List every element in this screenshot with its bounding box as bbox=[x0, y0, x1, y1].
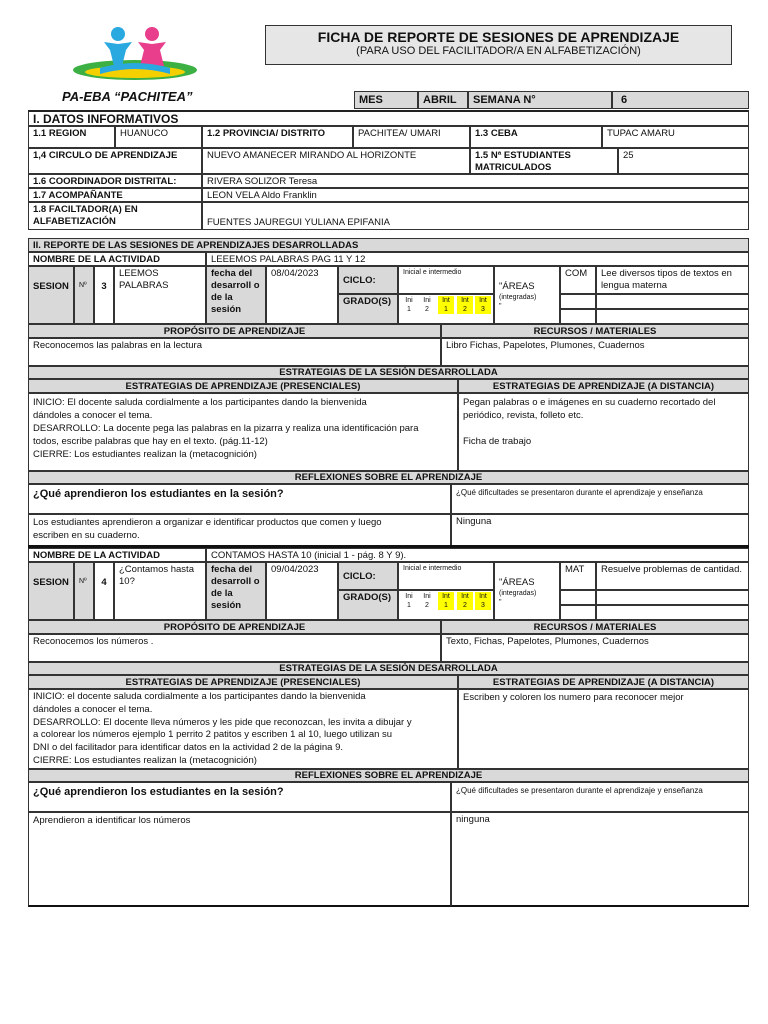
grade-ini1-num: 1 bbox=[407, 602, 411, 609]
grade-ini1-num: 1 bbox=[407, 306, 411, 313]
areas-label bbox=[494, 266, 560, 324]
estudiantes-label: 1.5 Nª ESTUDIANTES MATRICULADOS bbox=[470, 148, 618, 174]
area-empty-1 bbox=[560, 294, 596, 309]
recursos-value: Libro Fichas, Papelotes, Plumones, Cuadernos bbox=[441, 338, 749, 366]
distancia-label: ESTRATEGIAS DE APRENDIZAJE (A DISTANCIA) bbox=[458, 675, 749, 689]
reporte-title: II. REPORTE DE LAS SESIONES DE APRENDIZAJES DESARROLLADAS bbox=[28, 238, 749, 252]
grados-label: GRADO(S) bbox=[338, 294, 398, 324]
areas-integradas: (integradas) bbox=[499, 590, 537, 597]
ciclo-label: CICLO: bbox=[338, 562, 398, 590]
area-empty-1 bbox=[560, 590, 596, 605]
areas-quote: " bbox=[499, 599, 502, 606]
presencial-line: dándoles a conocer el tema. bbox=[33, 703, 153, 715]
area-value: MAT bbox=[560, 562, 596, 590]
facilitador-value: FUENTES JAUREGUI YULIANA EPIFANIA bbox=[202, 202, 749, 230]
dificultades-question: ¿Qué dificultades se presentaron durante el aprendizaje y enseñanza bbox=[451, 484, 749, 514]
fecha-value: 09/04/2023 bbox=[266, 562, 338, 620]
ciclo-value: Inicial e intermedio bbox=[398, 266, 494, 294]
grade-int3 bbox=[475, 296, 491, 314]
facilitador-label: 1.8 FACILTADOR(A) EN ALFABETIZACIÓN bbox=[28, 202, 202, 230]
estrategias-title: ESTRATEGIAS DE LA SESIÓN DESARROLLADA bbox=[28, 662, 749, 675]
distancia-line: Ficha de trabajo bbox=[463, 436, 532, 447]
grade-ini2 bbox=[419, 592, 435, 610]
presencial-line: todos, escribe palabras que hay en el texto. (pág.11-12) bbox=[33, 436, 268, 447]
region-value: HUANUCO bbox=[115, 126, 202, 148]
aprendieron-answer bbox=[28, 812, 451, 907]
numero-label: Nº bbox=[74, 562, 94, 620]
distancia-line: Pegan palabras o e imágenes en su cuaderno recortado del bbox=[463, 397, 716, 408]
competencia-empty-1 bbox=[596, 590, 749, 605]
aprendieron-line: escriben en su cuaderno. bbox=[33, 530, 140, 541]
grades-grid bbox=[398, 294, 494, 324]
reflexiones-title: REFLEXIONES SOBRE EL APRENDIZAJE bbox=[28, 769, 749, 782]
presencial-line: a colorear los números ejemplo 1 perrito 2 patitos y escriben 1 al 10, luego utilizan su bbox=[33, 729, 393, 741]
title-box bbox=[265, 25, 732, 65]
grade-ini1-level: Ini bbox=[405, 297, 413, 304]
distancia-label: ESTRATEGIAS DE APRENDIZAJE (A DISTANCIA) bbox=[458, 379, 749, 393]
estrategias-title: ESTRATEGIAS DE LA SESIÓN DESARROLLADA bbox=[28, 366, 749, 379]
presencial-line: CIERRE: Los estudiantes realizan la (metacognición) bbox=[33, 449, 257, 460]
grades-grid bbox=[398, 590, 494, 620]
grade-int3-level: Int bbox=[479, 297, 487, 304]
ciclo-label: CICLO: bbox=[338, 266, 398, 294]
sesion-label: SESION bbox=[28, 562, 74, 620]
nombre-actividad-label: NOMBRE DE LA ACTIVIDAD bbox=[28, 252, 206, 266]
sesion-number: 3 bbox=[94, 266, 114, 324]
nombre-actividad-value: LEEEMOS PALABRAS PAG 11 Y 12 bbox=[206, 252, 749, 266]
acompanante-label: 1.7 ACOMPAÑANTE bbox=[28, 188, 202, 202]
page-subtitle: (PARA USO DEL FACILITADOR/A EN ALFABETIZACIÓN) bbox=[356, 45, 641, 57]
recursos-label: RECURSOS / MATERIALES bbox=[441, 620, 749, 634]
grade-ini1 bbox=[401, 296, 417, 314]
dificultades-answer: ninguna bbox=[451, 812, 749, 907]
grade-int1 bbox=[438, 296, 454, 314]
distancia-line bbox=[463, 422, 744, 435]
mes-label: MES bbox=[354, 91, 418, 109]
grade-int3-level: Int bbox=[479, 593, 487, 600]
grade-int2-num: 2 bbox=[463, 602, 467, 609]
coordinador-value: RIVERA SOLIZOR Teresa bbox=[202, 174, 749, 188]
presencial-line: DNI o del facilitador para identificar datos en la actividad 2 de la página 9. bbox=[33, 742, 343, 754]
datos-title: I. DATOS INFORMATIVOS bbox=[28, 110, 749, 126]
areas-integradas: (integradas) bbox=[499, 294, 537, 301]
grade-ini1 bbox=[401, 592, 417, 610]
areas-title: "ÁREAS bbox=[499, 577, 535, 588]
distancia-line: Escriben y coloren los numero para reconocer mejor bbox=[463, 692, 684, 703]
estudiantes-value: 25 bbox=[618, 148, 749, 174]
page-title: FICHA DE REPORTE DE SESIONES DE APRENDIZAJE bbox=[317, 29, 680, 45]
presenciales-label: ESTRATEGIAS DE APRENDIZAJE (PRESENCIALES) bbox=[28, 379, 458, 393]
competencia-empty-2 bbox=[596, 605, 749, 620]
nombre-actividad-label: NOMBRE DE LA ACTIVIDAD bbox=[28, 548, 206, 562]
logo bbox=[60, 22, 210, 102]
grade-int3-num: 3 bbox=[481, 602, 485, 609]
grade-int1-level: Int bbox=[442, 593, 450, 600]
aprendieron-line: Aprendieron a identificar los números bbox=[33, 815, 191, 826]
aprendieron-line: Los estudiantes aprendieron a organizar e identificar productos que comen y luego bbox=[33, 517, 382, 528]
grade-int3-num: 3 bbox=[481, 306, 485, 313]
grados-label: GRADO(S) bbox=[338, 590, 398, 620]
grade-int2-level: Int bbox=[461, 593, 469, 600]
logo-figures-icon bbox=[60, 22, 210, 84]
presencial-line: dándoles a conocer el tema. bbox=[33, 410, 153, 421]
grade-ini2-num: 2 bbox=[425, 602, 429, 609]
grade-int1-level: Int bbox=[442, 297, 450, 304]
coordinador-label: 1.6 COORDINADOR DISTRITAL: bbox=[28, 174, 202, 188]
presencial-text bbox=[28, 689, 458, 769]
semana-label: SEMANA N° bbox=[468, 91, 612, 109]
presencial-line: INICIO: El docente saluda cordialmente a los participantes dando la bienvenida bbox=[33, 397, 367, 408]
area-value: COM bbox=[560, 266, 596, 294]
competencia-value: Lee diversos tipos de textos en lengua materna bbox=[596, 266, 749, 294]
mes-value: ABRIL bbox=[418, 91, 468, 109]
aprendieron-answer bbox=[28, 514, 451, 546]
competencia-empty-2 bbox=[596, 309, 749, 324]
grade-int1-num: 1 bbox=[444, 602, 448, 609]
grade-int2 bbox=[457, 592, 473, 610]
proposito-value: Reconocemos las palabras en la lectura bbox=[28, 338, 441, 366]
grade-ini2 bbox=[419, 296, 435, 314]
circulo-value: NUEVO AMANECER MIRANDO AL HORIZONTE bbox=[202, 148, 470, 174]
recursos-value: Texto, Fichas, Papelotes, Plumones, Cuadernos bbox=[441, 634, 749, 662]
grade-int1-num: 1 bbox=[444, 306, 448, 313]
distancia-line: periódico, revista, folleto etc. bbox=[463, 410, 584, 421]
reflexiones-title: REFLEXIONES SOBRE EL APRENDIZAJE bbox=[28, 471, 749, 484]
presencial-line: DESARROLLO: El docente lleva números y les pide que reconozcan, les invita a dibujar y bbox=[33, 716, 412, 728]
area-empty-2 bbox=[560, 309, 596, 324]
proposito-label: PROPÓSITO DE APRENDIZAJE bbox=[28, 620, 441, 634]
grade-int1 bbox=[438, 592, 454, 610]
sesion-label: SESION bbox=[28, 266, 74, 324]
presencial-line: INICIO: el docente saluda cordialmente a los participantes dando la bienvenida bbox=[33, 691, 366, 702]
fecha-label: fecha del desarroll o de la sesión bbox=[206, 562, 266, 620]
distancia-text bbox=[458, 689, 749, 769]
grade-int2-level: Int bbox=[461, 297, 469, 304]
grade-ini2-level: Ini bbox=[423, 297, 431, 304]
recursos-label: RECURSOS / MATERIALES bbox=[441, 324, 749, 338]
provincia-value: PACHITEA/ UMARI bbox=[353, 126, 470, 148]
area-empty-2 bbox=[560, 605, 596, 620]
grade-ini2-num: 2 bbox=[425, 306, 429, 313]
fecha-value: 08/04/2023 bbox=[266, 266, 338, 324]
sesion-titulo: ¿Contamos hasta 10? bbox=[114, 562, 206, 620]
semana-value: 6 bbox=[612, 91, 749, 109]
ceba-value: TUPAC AMARU bbox=[602, 126, 749, 148]
circulo-label: 1,4 CIRCULO DE APRENDIZAJE bbox=[28, 148, 202, 174]
presenciales-label: ESTRATEGIAS DE APRENDIZAJE (PRESENCIALES) bbox=[28, 675, 458, 689]
region-label: 1.1 REGION bbox=[28, 126, 115, 148]
areas-label bbox=[494, 562, 560, 620]
areas-title: "ÁREAS bbox=[499, 281, 535, 292]
presencial-line: DESARROLLO: La docente pega las palabras en la pizarra y realiza una identificación para bbox=[33, 423, 419, 434]
logo-text: PA-EBA “PACHITEA” bbox=[62, 89, 193, 104]
grade-int2-num: 2 bbox=[463, 306, 467, 313]
dificultades-answer: Ninguna bbox=[451, 514, 749, 546]
provincia-label: 1.2 PROVINCIA/ DISTRITO bbox=[202, 126, 353, 148]
grade-int2 bbox=[457, 296, 473, 314]
competencia-empty-1 bbox=[596, 294, 749, 309]
dificultades-question: ¿Qué dificultades se presentaron durante el aprendizaje y enseñanza bbox=[451, 782, 749, 812]
sesion-number: 4 bbox=[94, 562, 114, 620]
presencial-line: CIERRE: Los estudiantes realizan la (metacognición) bbox=[33, 754, 257, 766]
presencial-text bbox=[28, 393, 458, 471]
acompanante-value: LEON VELA Aldo Franklin bbox=[202, 188, 749, 202]
distancia-text bbox=[458, 393, 749, 471]
sesion-titulo: LEEMOS PALABRAS bbox=[114, 266, 206, 324]
grade-ini1-level: Ini bbox=[405, 593, 413, 600]
areas-quote: " bbox=[499, 303, 502, 310]
fecha-label: fecha del desarroll o de la sesión bbox=[206, 266, 266, 324]
numero-label: Nº bbox=[74, 266, 94, 324]
aprendieron-question: ¿Qué aprendieron los estudiantes en la sesión? bbox=[28, 782, 451, 812]
ceba-label: 1.3 CEBA bbox=[470, 126, 602, 148]
competencia-value: Resuelve problemas de cantidad. bbox=[596, 562, 749, 590]
aprendieron-question: ¿Qué aprendieron los estudiantes en la sesión? bbox=[28, 484, 451, 514]
proposito-label: PROPÓSITO DE APRENDIZAJE bbox=[28, 324, 441, 338]
proposito-value: Reconocemos los números . bbox=[28, 634, 441, 662]
grade-ini2-level: Ini bbox=[423, 593, 431, 600]
nombre-actividad-value: CONTAMOS HASTA 10 (inicial 1 - pág. 8 Y 9). bbox=[206, 548, 749, 562]
ciclo-value: Inicial e intermedio bbox=[398, 562, 494, 590]
grade-int3 bbox=[475, 592, 491, 610]
